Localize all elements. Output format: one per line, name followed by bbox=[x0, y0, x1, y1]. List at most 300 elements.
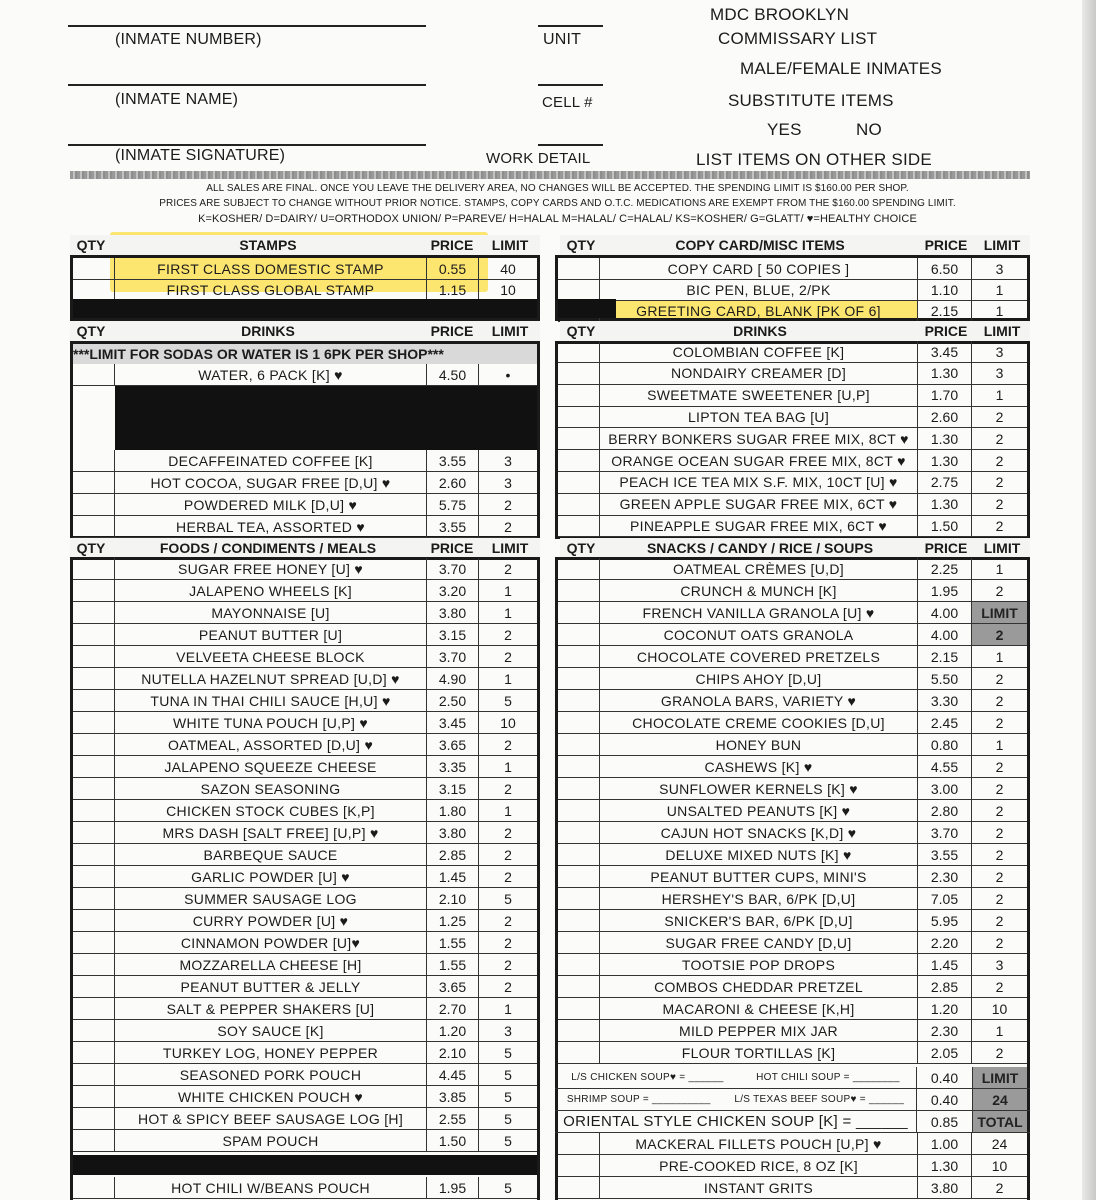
item-name: JALAPENO SQUEEZE CHEESE bbox=[115, 756, 427, 777]
food-row bbox=[73, 690, 537, 712]
qty-box[interactable] bbox=[73, 756, 115, 777]
item-name: POWDERED MILK [D,U] ♥ bbox=[115, 494, 427, 515]
drinks-right-header bbox=[560, 321, 1030, 341]
snack-row bbox=[558, 866, 1027, 888]
snack-row bbox=[558, 756, 1027, 778]
qty-box[interactable] bbox=[558, 646, 600, 667]
item-price: 0.80 bbox=[918, 734, 972, 755]
item-price: 3.15 bbox=[427, 624, 479, 645]
qty-box[interactable] bbox=[73, 558, 115, 579]
item-price: 1.80 bbox=[427, 800, 479, 821]
qty-box[interactable] bbox=[73, 472, 115, 493]
soup-price: 0.40 bbox=[917, 1067, 973, 1088]
snack-row bbox=[558, 646, 1027, 668]
item-limit: 24 bbox=[991, 1135, 1008, 1152]
snack-row bbox=[558, 778, 1027, 800]
food-row bbox=[73, 624, 537, 646]
item-price: 3.80 bbox=[427, 602, 479, 623]
qty-box[interactable] bbox=[558, 1020, 600, 1041]
item-name: FRENCH VANILLA GRANOLA [U] ♥ bbox=[600, 602, 918, 623]
item-name: DELUXE MIXED NUTS [K] ♥ bbox=[600, 844, 918, 865]
item-limit: 2 bbox=[995, 934, 1004, 951]
unit-line[interactable] bbox=[538, 25, 603, 27]
item-name: SOY SAUCE [K] bbox=[115, 1020, 427, 1041]
blackout-bar bbox=[73, 299, 537, 318]
item-name: SAZON SEASONING bbox=[115, 778, 427, 799]
item-limit: 1 bbox=[504, 670, 512, 687]
item-name: HERBAL TEA, ASSORTED ♥ bbox=[115, 516, 427, 537]
qty-box[interactable] bbox=[558, 363, 600, 384]
snack-row bbox=[558, 690, 1027, 712]
qty-box[interactable] bbox=[73, 624, 115, 645]
work-detail-line[interactable] bbox=[538, 144, 603, 146]
qty-box[interactable] bbox=[73, 910, 115, 931]
item-price: 1.30 bbox=[918, 450, 972, 471]
item-limit: 2 bbox=[504, 956, 512, 973]
item-price: 3.70 bbox=[918, 822, 972, 843]
item-limit: 2 bbox=[504, 626, 512, 643]
item-limit: 3 bbox=[504, 1022, 512, 1039]
item-price: 1.10 bbox=[918, 279, 972, 300]
item-price: 3.85 bbox=[427, 1086, 479, 1107]
qty-box[interactable] bbox=[558, 558, 600, 579]
qty-box[interactable] bbox=[558, 1177, 600, 1198]
inmate-name-label: (INMATE NAME) bbox=[115, 91, 239, 108]
qty-box[interactable] bbox=[558, 258, 600, 279]
water-row bbox=[73, 364, 537, 386]
item-price: 3.30 bbox=[918, 690, 972, 711]
item-price: 2.85 bbox=[427, 844, 479, 865]
soda-limit-banner: ***LIMIT FOR SODAS OR WATER IS 1 6PK PER SHOP*** bbox=[73, 344, 537, 364]
item-name: WHITE TUNA POUCH [U,P] ♥ bbox=[115, 712, 427, 733]
item-limit: 1 bbox=[995, 302, 1004, 319]
soup-oriental[interactable]: ORIENTAL STYLE CHICKEN SOUP [K] = ______ bbox=[555, 1111, 917, 1132]
item-price: 5.75 bbox=[427, 494, 479, 515]
item-limit: 2 bbox=[995, 780, 1004, 797]
item-price: 3.65 bbox=[427, 734, 479, 755]
item-limit: 2 bbox=[995, 474, 1004, 491]
inmate-number-line[interactable] bbox=[68, 25, 426, 27]
item-name: MACKERAL FILLETS POUCH [U,P] ♥ bbox=[600, 1133, 918, 1154]
food-row bbox=[73, 800, 537, 822]
inmate-signature-line[interactable] bbox=[68, 144, 426, 146]
qty-box[interactable] bbox=[73, 822, 115, 843]
food-row bbox=[73, 580, 537, 602]
item-limit: 2 bbox=[995, 408, 1004, 425]
item-name: FIRST CLASS DOMESTIC STAMP bbox=[115, 258, 427, 279]
qty-box[interactable] bbox=[73, 778, 115, 799]
item-name: MACARONI & CHEESE [K,H] bbox=[600, 998, 918, 1019]
item-name: SWEETMATE SWEETENER [U,P] bbox=[600, 385, 918, 406]
qty-box[interactable] bbox=[73, 646, 115, 667]
soup-hot-chili: HOT CHILI SOUP = ________ bbox=[756, 1072, 900, 1083]
qty-box[interactable] bbox=[558, 866, 600, 887]
qty-box[interactable] bbox=[558, 450, 600, 471]
qty-box[interactable] bbox=[558, 712, 600, 733]
item-price: 1.45 bbox=[427, 866, 479, 887]
cell-line[interactable] bbox=[538, 84, 603, 86]
item-price: 4.90 bbox=[427, 668, 479, 689]
qty-box[interactable] bbox=[73, 516, 115, 537]
qty-box[interactable] bbox=[558, 406, 600, 427]
item-price: 2.30 bbox=[918, 866, 972, 887]
food-row bbox=[73, 998, 537, 1020]
item-price: 1.30 bbox=[918, 494, 972, 515]
item-name: WHITE CHICKEN POUCH ♥ bbox=[115, 1086, 427, 1107]
item-limit: 2 bbox=[504, 978, 512, 995]
qty-box[interactable] bbox=[73, 734, 115, 755]
section-stamps: STAMPS bbox=[239, 237, 297, 253]
drink-row bbox=[558, 472, 1027, 494]
foods-header bbox=[70, 538, 540, 558]
col-price: PRICE bbox=[430, 323, 474, 339]
qty-box[interactable] bbox=[73, 602, 115, 623]
item-price: 1.00 bbox=[918, 1133, 972, 1154]
item-name: CURRY POWDER [U] ♥ bbox=[115, 910, 427, 931]
item-limit: 1 bbox=[995, 387, 1004, 404]
item-price: 2.85 bbox=[918, 976, 972, 997]
item-limit: 2 bbox=[504, 846, 512, 863]
qty-box[interactable] bbox=[73, 494, 115, 515]
qty-box[interactable] bbox=[558, 580, 600, 601]
item-price: 2.60 bbox=[427, 472, 479, 493]
food-row bbox=[73, 668, 537, 690]
qty-box[interactable] bbox=[558, 494, 600, 515]
item-price: 3.35 bbox=[427, 756, 479, 777]
item-name: TUNA IN THAI CHILI SAUCE [H,U] ♥ bbox=[115, 690, 427, 711]
item-price: 2.45 bbox=[918, 712, 972, 733]
food-row bbox=[73, 954, 537, 976]
item-name: JALAPENO WHEELS [K] bbox=[115, 580, 427, 601]
qty-box[interactable] bbox=[73, 1130, 115, 1151]
copy-row bbox=[558, 258, 1027, 280]
substitute-yes[interactable]: YES bbox=[767, 120, 802, 139]
snack-row bbox=[558, 910, 1027, 932]
food-row bbox=[73, 756, 537, 778]
item-limit: 3 bbox=[504, 474, 512, 491]
item-price: 2.80 bbox=[918, 800, 972, 821]
item-price: 4.45 bbox=[427, 1064, 479, 1085]
qty-box[interactable] bbox=[558, 1133, 600, 1154]
item-limit: 2 bbox=[504, 736, 512, 753]
food-row bbox=[73, 712, 537, 734]
item-name: GREETING CARD, BLANK [PK OF 6] bbox=[600, 300, 918, 321]
qty-box[interactable] bbox=[558, 1155, 600, 1176]
item-limit: 2 bbox=[504, 780, 512, 797]
qty-box[interactable] bbox=[73, 1086, 115, 1107]
item-limit: 5 bbox=[504, 1066, 512, 1083]
item-price: 2.15 bbox=[918, 646, 972, 667]
food-row bbox=[73, 1108, 537, 1130]
item-limit: 10 bbox=[500, 714, 516, 731]
cell-label: CELL # bbox=[542, 94, 593, 111]
item-limit: 40 bbox=[500, 260, 516, 277]
soup-total-label: TOTAL bbox=[973, 1111, 1027, 1132]
item-limit: 2 bbox=[995, 1044, 1004, 1061]
item-name: CHOCOLATE COVERED PRETZELS bbox=[600, 646, 918, 667]
item-limit: 1 bbox=[504, 1000, 512, 1017]
item-limit: 2 bbox=[995, 670, 1004, 687]
snack-row bbox=[558, 580, 1027, 602]
item-name: BERRY BONKERS SUGAR FREE MIX, 8CT ♥ bbox=[600, 428, 918, 449]
other-side-label: LIST ITEMS ON OTHER SIDE bbox=[696, 150, 932, 169]
item-limit: 5 bbox=[504, 1088, 512, 1105]
inmate-name-line[interactable] bbox=[68, 84, 426, 86]
item-name: PEACH ICE TEA MIX S.F. MIX, 10CT [U] ♥ bbox=[600, 472, 918, 493]
qty-box[interactable] bbox=[558, 910, 600, 931]
qty-box[interactable] bbox=[558, 385, 600, 406]
item-limit: 3 bbox=[995, 260, 1004, 277]
food-row bbox=[73, 1177, 537, 1199]
item-limit: 2 bbox=[972, 624, 1027, 645]
col-price: PRICE bbox=[430, 237, 474, 253]
qty-box[interactable] bbox=[73, 364, 115, 385]
item-price: 2.20 bbox=[918, 932, 972, 953]
soup-row-2-items[interactable] bbox=[555, 1089, 917, 1110]
qty-box[interactable] bbox=[558, 341, 600, 362]
qty-box[interactable] bbox=[73, 1064, 115, 1085]
qty-box[interactable] bbox=[558, 888, 600, 909]
item-price: 4.50 bbox=[427, 364, 479, 385]
qty-box[interactable] bbox=[73, 1020, 115, 1041]
col-limit: LIMIT bbox=[491, 237, 529, 253]
notice-line-2: PRICES ARE SUBJECT TO CHANGE WITHOUT PRIOR NOTICE. STAMPS, COPY CARDS AND O.T.C. MEDICATIONS ARE EXEMPT FROM THE $160.00 SPENDING LIMIT. bbox=[159, 198, 956, 209]
item-limit: 10 bbox=[991, 1157, 1008, 1174]
snack-row bbox=[558, 1177, 1027, 1199]
item-limit: 2 bbox=[995, 1179, 1004, 1196]
qty-box[interactable] bbox=[73, 976, 115, 997]
soup-row-1 bbox=[555, 1067, 1030, 1089]
food-row bbox=[73, 1064, 537, 1086]
item-limit: 2 bbox=[995, 890, 1004, 907]
item-limit: 2 bbox=[504, 934, 512, 951]
food-row bbox=[73, 558, 537, 580]
soup-shrimp: SHRIMP SOUP = __________ bbox=[566, 1094, 711, 1105]
qty-box[interactable] bbox=[73, 279, 115, 300]
qty-box[interactable] bbox=[73, 668, 115, 689]
inmate-number-label: (INMATE NUMBER) bbox=[115, 31, 262, 48]
qty-box[interactable] bbox=[558, 279, 600, 300]
item-limit: 3 bbox=[504, 452, 512, 469]
item-limit: 2 bbox=[995, 758, 1004, 775]
item-limit: 10 bbox=[500, 281, 516, 298]
item-price: 7.05 bbox=[918, 888, 972, 909]
item-limit: 1 bbox=[504, 758, 512, 775]
snack-row bbox=[558, 822, 1027, 844]
blackout-foods bbox=[73, 1155, 537, 1175]
col-limit: LIMIT bbox=[983, 237, 1021, 253]
qty-box[interactable] bbox=[73, 712, 115, 733]
work-detail-label: WORK DETAIL bbox=[486, 150, 591, 167]
item-name: PRE-COOKED RICE, 8 OZ [K] bbox=[600, 1155, 918, 1176]
item-limit: 1 bbox=[995, 560, 1004, 577]
item-name: SNICKER'S BAR, 6/PK [D,U] bbox=[600, 910, 918, 931]
qty-box[interactable] bbox=[73, 580, 115, 601]
snack-row bbox=[558, 1042, 1027, 1064]
qty-box[interactable] bbox=[73, 844, 115, 865]
snack-row bbox=[558, 800, 1027, 822]
item-price: 1.15 bbox=[427, 279, 479, 300]
item-name: MOZZARELLA CHEESE [H] bbox=[115, 954, 427, 975]
item-limit: 3 bbox=[995, 365, 1004, 382]
food-row bbox=[73, 888, 537, 910]
item-limit: 3 bbox=[995, 343, 1004, 360]
qty-box[interactable] bbox=[73, 954, 115, 975]
item-limit: 2 bbox=[995, 846, 1004, 863]
qty-box[interactable] bbox=[558, 690, 600, 711]
item-price: 1.30 bbox=[918, 363, 972, 384]
qty-box[interactable] bbox=[558, 515, 600, 536]
qty-box[interactable] bbox=[558, 976, 600, 997]
drink-row bbox=[558, 385, 1027, 407]
item-limit: 1 bbox=[995, 281, 1004, 298]
qty-box[interactable] bbox=[558, 668, 600, 689]
qty-box[interactable] bbox=[558, 428, 600, 449]
item-price: 4.00 bbox=[918, 624, 972, 645]
item-name: PEANUT BUTTER [U] bbox=[115, 624, 427, 645]
qty-box[interactable] bbox=[73, 800, 115, 821]
qty-box[interactable] bbox=[73, 932, 115, 953]
item-limit: 5 bbox=[504, 1044, 512, 1061]
item-limit: 3 bbox=[995, 956, 1004, 973]
item-limit: • bbox=[505, 366, 511, 383]
snack-row bbox=[558, 1133, 1027, 1155]
qty-box[interactable] bbox=[558, 954, 600, 975]
item-price: 3.20 bbox=[427, 580, 479, 601]
item-name: SALT & PEPPER SHAKERS [U] bbox=[115, 998, 427, 1019]
copy-row bbox=[558, 300, 1027, 322]
qty-box[interactable] bbox=[558, 800, 600, 821]
qty-box[interactable] bbox=[558, 1042, 600, 1063]
stamps-header bbox=[70, 235, 540, 255]
item-name: MRS DASH [SALT FREE] [U,P] ♥ bbox=[115, 822, 427, 843]
qty-box[interactable] bbox=[73, 1177, 115, 1198]
item-name: HONEY BUN bbox=[600, 734, 918, 755]
item-limit: 2 bbox=[995, 868, 1004, 885]
item-name: CRUNCH & MUNCH [K] bbox=[600, 580, 918, 601]
item-name: OATMEAL, ASSORTED [D,U] ♥ bbox=[115, 734, 427, 755]
item-price: 3.55 bbox=[427, 450, 479, 471]
qty-box[interactable] bbox=[73, 998, 115, 1019]
qty-box[interactable] bbox=[73, 1108, 115, 1129]
col-qty: QTY bbox=[566, 540, 596, 556]
item-name: COLOMBIAN COFFEE [K] bbox=[600, 341, 918, 362]
item-name: SUGAR FREE CANDY [D,U] bbox=[600, 932, 918, 953]
item-name: MAYONNAISE [U] bbox=[115, 602, 427, 623]
drink-row bbox=[558, 494, 1027, 516]
copy-header bbox=[560, 235, 1030, 255]
food-row bbox=[73, 1086, 537, 1108]
item-limit: 2 bbox=[504, 560, 512, 577]
drink-row bbox=[558, 341, 1027, 363]
item-price: 2.60 bbox=[918, 406, 972, 427]
item-limit: 2 bbox=[504, 518, 512, 535]
substitute-no[interactable]: NO bbox=[856, 120, 882, 139]
food-row bbox=[73, 1130, 537, 1152]
item-limit: 2 bbox=[504, 648, 512, 665]
qty-box[interactable] bbox=[558, 624, 600, 645]
blackout-drinks bbox=[115, 386, 537, 450]
item-name: COPY CARD [ 50 COPIES ] bbox=[600, 258, 918, 279]
qty-box[interactable] bbox=[73, 888, 115, 909]
item-limit: 10 bbox=[991, 1000, 1008, 1017]
qty-box[interactable] bbox=[73, 1042, 115, 1063]
drink-row bbox=[558, 515, 1027, 537]
food-row bbox=[73, 822, 537, 844]
item-price: 2.70 bbox=[427, 998, 479, 1019]
qty-box[interactable] bbox=[558, 998, 600, 1019]
item-name: SUNFLOWER KERNELS [K] ♥ bbox=[600, 778, 918, 799]
qty-box[interactable] bbox=[558, 844, 600, 865]
item-name: PEANUT BUTTER CUPS, MINI'S bbox=[600, 866, 918, 887]
qty-box[interactable] bbox=[73, 450, 115, 471]
drink-row bbox=[73, 472, 537, 494]
item-price: 2.05 bbox=[918, 1042, 972, 1063]
food-row bbox=[73, 844, 537, 866]
item-price: 2.55 bbox=[427, 1108, 479, 1129]
qty-box[interactable] bbox=[558, 734, 600, 755]
item-price: 5.50 bbox=[918, 668, 972, 689]
food-row bbox=[73, 910, 537, 932]
soup-limit-value: 24 bbox=[973, 1089, 1027, 1110]
item-name: FIRST CLASS GLOBAL STAMP bbox=[115, 279, 427, 300]
item-name: CASHEWS [K] ♥ bbox=[600, 756, 918, 777]
item-name: COMBOS CHEDDAR PRETZEL bbox=[600, 976, 918, 997]
item-limit: 2 bbox=[995, 802, 1004, 819]
col-qty: QTY bbox=[76, 540, 106, 556]
page-edge-shadow bbox=[1082, 0, 1096, 1200]
item-name: PINEAPPLE SUGAR FREE MIX, 6CT ♥ bbox=[600, 515, 918, 536]
item-price: 1.45 bbox=[918, 954, 972, 975]
item-price: 2.75 bbox=[918, 472, 972, 493]
food-row bbox=[73, 778, 537, 800]
item-limit: 2 bbox=[995, 496, 1004, 513]
qty-box[interactable] bbox=[73, 866, 115, 887]
qty-box[interactable] bbox=[558, 932, 600, 953]
inmate-signature-label: (INMATE SIGNATURE) bbox=[115, 147, 286, 164]
snack-row bbox=[558, 1155, 1027, 1177]
food-row bbox=[73, 734, 537, 756]
item-name: HOT CHILI W/BEANS POUCH bbox=[115, 1177, 427, 1198]
item-name: MILD PEPPER MIX JAR bbox=[600, 1020, 918, 1041]
item-name: VELVEETA CHEESE BLOCK bbox=[115, 646, 427, 667]
item-limit: 2 bbox=[995, 692, 1004, 709]
qty-box[interactable] bbox=[73, 690, 115, 711]
qty-box[interactable] bbox=[558, 756, 600, 777]
qty-box[interactable] bbox=[73, 258, 115, 279]
col-limit: LIMIT bbox=[983, 540, 1021, 556]
item-name: CHOCOLATE CREME COOKIES [D,U] bbox=[600, 712, 918, 733]
item-limit: 2 bbox=[995, 517, 1004, 534]
soup-row-1-items[interactable] bbox=[555, 1067, 917, 1088]
item-name: OATMEAL CRÈMES [U,D] bbox=[600, 558, 918, 579]
item-limit: 5 bbox=[504, 1179, 512, 1196]
snack-row bbox=[558, 712, 1027, 734]
drink-row bbox=[558, 406, 1027, 428]
copy-row bbox=[558, 279, 1027, 301]
item-price: 2.15 bbox=[918, 300, 972, 321]
qty-box[interactable] bbox=[558, 472, 600, 493]
food-row bbox=[73, 866, 537, 888]
qty-box[interactable] bbox=[558, 822, 600, 843]
item-price: 2.30 bbox=[918, 1020, 972, 1041]
item-price: 1.95 bbox=[427, 1177, 479, 1198]
qty-box[interactable] bbox=[558, 602, 600, 623]
item-name: NONDAIRY CREAMER [D] bbox=[600, 363, 918, 384]
qty-box[interactable] bbox=[558, 778, 600, 799]
item-price: 3.55 bbox=[427, 516, 479, 537]
item-limit: LIMIT bbox=[972, 602, 1027, 623]
